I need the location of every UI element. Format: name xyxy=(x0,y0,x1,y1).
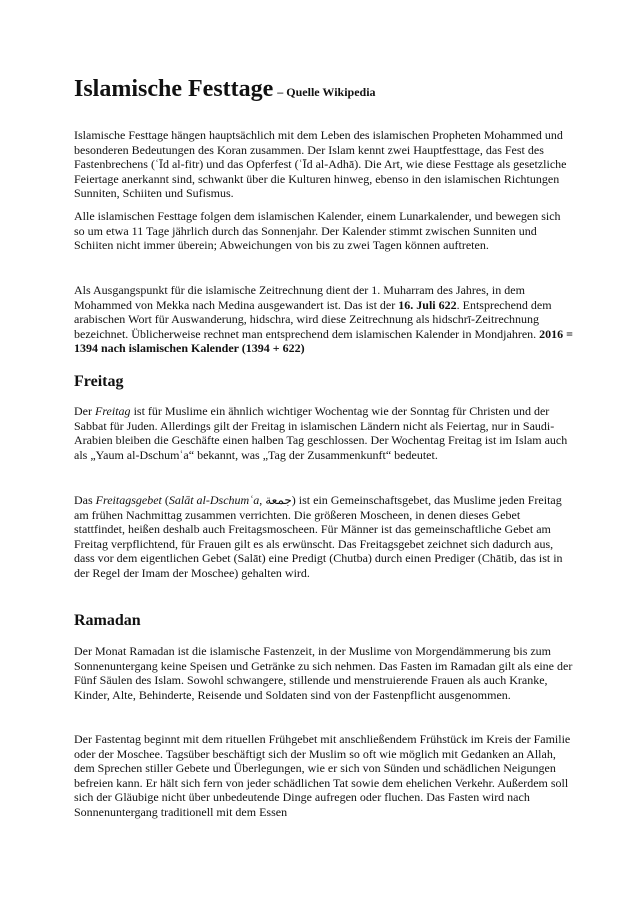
intro-paragraph-2 xyxy=(74,209,574,253)
page-subtitle: – Quelle Wikipedia xyxy=(277,85,376,99)
ramadan-paragraph-1 xyxy=(74,644,574,702)
intro-paragraph-3 xyxy=(74,283,574,356)
paragraph-text: Islamische Festtage hängen hauptsächlich mit dem Leben des islamischen Propheten Mohammed und besonderen Bedeutungen des Koran zusammen. Der Islam kennt zwei Hauptfesttage, das Fest des Fastenbrechens (ʿĪd al-fitr) und das Opferfest (ʿĪd al-Adhā). Die Art, wie diese Festtage als gesetzliche Feiertage anerkannt sind, schwankt über die Kulturen hinweg, ebenso in den islamischen Richtungen Sunniten, Schiiten und Sufismus. xyxy=(74,128,567,200)
paragraph-text xyxy=(74,404,574,462)
heading-freitag: Freitag xyxy=(74,373,124,390)
text-run: ( xyxy=(161,493,169,507)
text-run: ist für Muslime ein ähnlich wichtiger Wochentag wie der Sonntag für Christen und der Sabbat für Juden. Allerdings gilt der Freitag in islamischen Ländern nicht als Feiertag, nur in Saudi-Arabien bleiben die Geschäfte einen halben Tag geschlossen. Der Wochentag Freitag ist im Islam auch als „Yaum al-Dschumʿa“ bekannt, was „Tag der Zusammenkunft“ bedeutet. xyxy=(74,404,568,462)
freitag-paragraph-2 xyxy=(74,493,574,580)
text-run: Der xyxy=(74,404,95,418)
italic-term: Salāt al-Dschumʿa xyxy=(168,493,260,507)
ramadan-paragraph-2 xyxy=(74,732,574,819)
italic-term: Freitagsgebet xyxy=(95,493,162,507)
italic-term: Freitag xyxy=(95,404,131,418)
title-line xyxy=(74,76,574,102)
paragraph-text xyxy=(74,283,574,356)
freitag-paragraph-1 xyxy=(74,404,574,462)
page-title: Islamische Festtage xyxy=(74,76,274,102)
paragraph-text: Der Fastentag beginnt mit dem rituellen Frühgebet mit anschließendem Frühstück im Kreis der Familie oder der Moschee. Tagsüber beschäftigt sich der Muslim so oft wie möglich mit Gedanken an Allah, dem Sprechen stiller Gebete und Überlegungen, wie er sich von Sünden und schädlichen Neigungen befreien kann. Er hält sich fern von jeder schädlichen Tat sowie dem ehelichen Verkehr. Außerdem soll sich der Gläubige nicht über unbedeutende Dinge aufregen oder fluchen. Das Fasten wird nach Sonnenuntergang traditionell mit dem Essen xyxy=(74,732,571,819)
paragraph-text: Der Monat Ramadan ist die islamische Fastenzeit, in der Muslime von Morgendämmerung bis zum Sonnenuntergang keine Speisen und Getränke zu sich nehmen. Das Fasten im Ramadan gilt als eine der Fünf Säulen des Islam. Sowohl schwangere, stillende und menstruierende Frauen als auch Kranke, Kinder, Alte, Behinderte, Reisende und Soldaten sind von der Fastenpflicht ausgenommen. xyxy=(74,644,573,702)
paragraph-text: Alle islamischen Festtage folgen dem islamischen Kalender, einem Lunarkalender, und bewegen sich so um etwa 11 Tage jährlich durch das Sonnenjahr. Der Kalender stimmt zwischen Sunniten und Schiiten nicht immer überein; Abweichungen von bis zu zwei Tagen können auftreten. xyxy=(74,209,561,252)
paragraph-text xyxy=(74,493,574,580)
bold-date: 16. Juli 622 xyxy=(398,297,457,312)
text-run: . Entsprechend dem arabischen Wort für Auswanderung, hidschra, wird diese Zeitrechnung als hidschrī-Zeitrechnung bezeichnet. Üblicherweise rechnet man entsprechend dem islamischen Kalender in Mondjahren. xyxy=(74,297,552,341)
bold-year-equation: 2016 = 1394 nach islamischen Kalender (1394 + 622) xyxy=(74,326,573,355)
heading-ramadan: Ramadan xyxy=(74,612,141,629)
intro-paragraph-1 xyxy=(74,128,574,201)
text-run: Als Ausgangspunkt für die islamische Zeitrechnung dient der 1. Muharram des Jahres, in dem Mohammed von Mekka nach Medina ausgewandert ist. Das ist der xyxy=(74,283,525,312)
text-run: , جمعة) ist ein Gemeinschaftsgebet, das Muslime jeden Freitag am frühen Nachmittag zusammen verrichten. Die größeren Moscheen, in denen dieses Gebet stattfindet, heißen deshalb auch Freitagsmoscheen. Für Männer ist das gemeinschaftliche Gebet am Freitag verpflichtend, für Frauen gilt es als erwünscht. Das Freitagsgebet zeichnet sich dadurch aus, dass vor dem eigentlichen Gebet (Salāt) eine Predigt (Chutba) durch einen Prediger (Chātib, das ist in der Regel der Imam der Moschee) gehalten wird. xyxy=(74,493,563,580)
text-run: Das xyxy=(74,493,96,507)
